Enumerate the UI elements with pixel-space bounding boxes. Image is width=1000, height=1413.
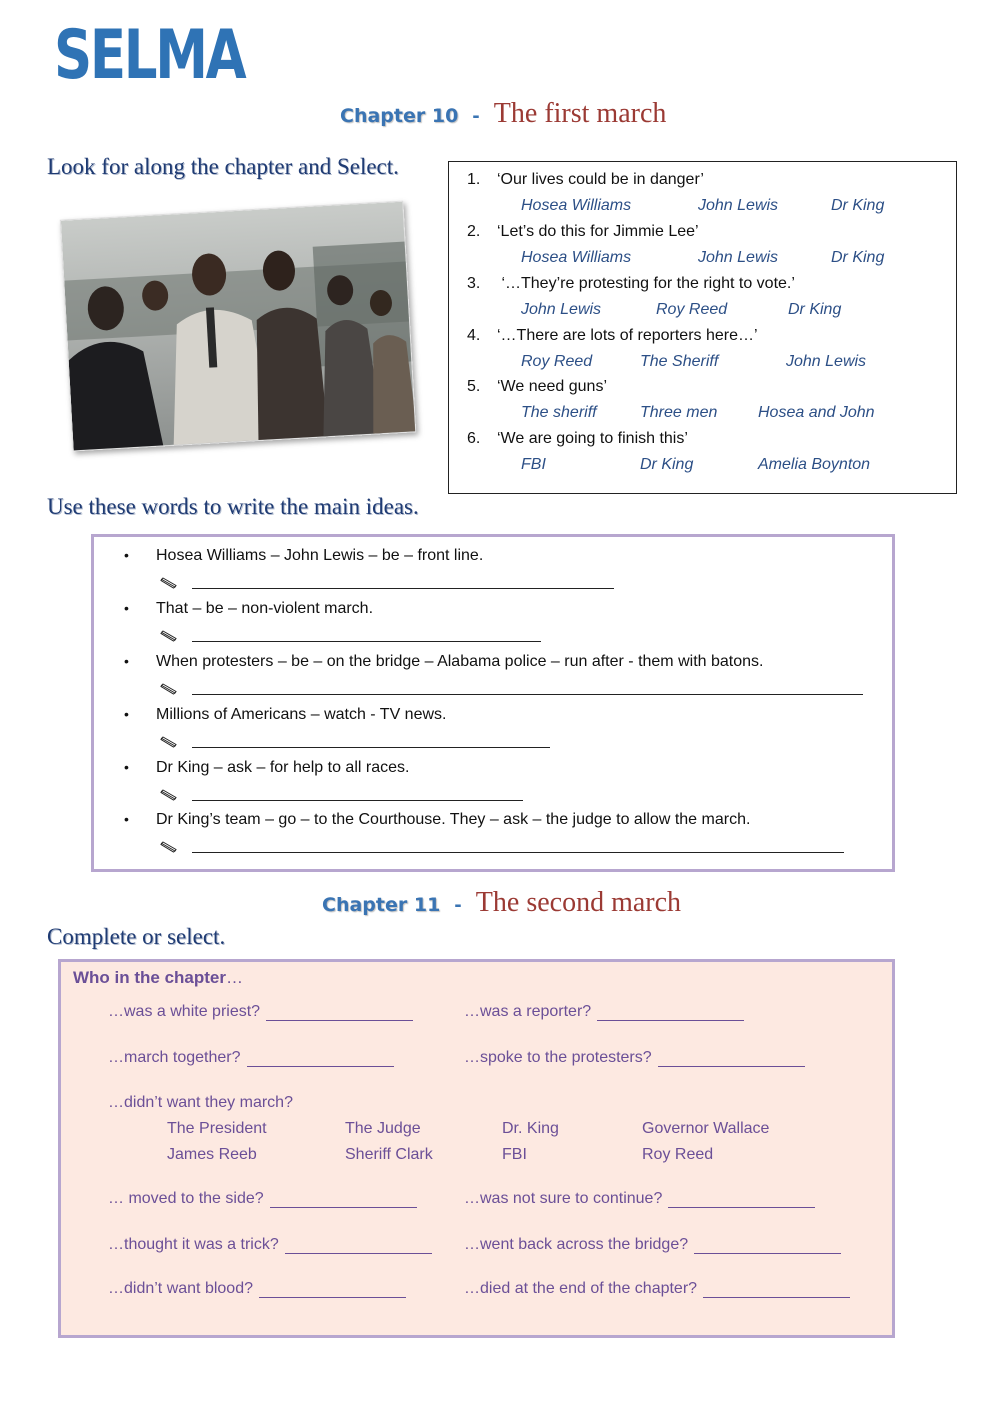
answer-blank[interactable]	[270, 1194, 417, 1208]
quiz-option[interactable]: Three men	[640, 404, 718, 421]
film-still-photo	[60, 201, 416, 452]
chapter-11-label: Chapter 11	[322, 894, 441, 916]
quiz-option[interactable]: John Lewis	[698, 249, 779, 266]
idea-item: • Dr King’s team – go – to the Courthouse. They – ask – the judge to allow the march.	[124, 811, 751, 828]
pencil-icon	[160, 577, 178, 589]
answer-line[interactable]	[160, 839, 844, 853]
quote-select-box	[448, 161, 957, 494]
who-question-march-together: …march together?	[108, 1049, 394, 1067]
chapter-11-title: The second march	[475, 887, 682, 918]
pencil-icon	[160, 630, 178, 642]
quiz-option[interactable]: Dr King	[831, 197, 885, 214]
quiz-option[interactable]: Hosea Williams	[521, 249, 632, 266]
quiz-option[interactable]: Dr King	[831, 249, 885, 266]
chapter-10-heading	[340, 98, 666, 130]
quiz-question: 5. ‘We need guns’	[467, 378, 607, 395]
quiz-option[interactable]: Roy Reed	[656, 301, 728, 318]
pencil-icon	[160, 736, 178, 748]
quiz-question: 6. ‘We are going to finish this’	[467, 430, 688, 447]
quiz-option[interactable]: John Lewis	[698, 197, 779, 214]
who-question-white-priest: …was a white priest?	[108, 1003, 413, 1021]
quiz-question: 1. ‘Our lives could be in danger’	[467, 171, 704, 188]
who-in-chapter-box	[58, 959, 895, 1338]
idea-item: • Hosea Williams – John Lewis – be – front line.	[124, 547, 484, 564]
quiz-option[interactable]: John Lewis	[786, 353, 867, 370]
name-option[interactable]: Sheriff Clark	[345, 1146, 433, 1163]
name-option[interactable]: Roy Reed	[642, 1146, 714, 1163]
answer-blank[interactable]	[658, 1053, 805, 1067]
answer-blank[interactable]	[694, 1240, 841, 1254]
who-question-blood: …didn’t want blood?	[108, 1280, 406, 1298]
main-ideas-section-title: Use these words to write the main ideas.	[47, 494, 419, 519]
name-option[interactable]: James Reeb	[167, 1146, 257, 1163]
answer-blank[interactable]	[703, 1284, 850, 1298]
who-question-not-sure: …was not sure to continue?	[464, 1190, 815, 1208]
quiz-option[interactable]: The Sheriff	[640, 353, 719, 370]
chapter-10-label: Chapter 10	[340, 105, 459, 127]
who-question-reporter: …was a reporter?	[464, 1003, 744, 1021]
answer-blank[interactable]	[285, 1240, 432, 1254]
quiz-option[interactable]: Dr King	[640, 456, 694, 473]
chapter-10-dash: -	[472, 106, 480, 127]
quiz-question: 2. ‘Let’s do this for Jimmie Lee’	[467, 223, 699, 240]
select-section-title: Look for along the chapter and Select.	[47, 154, 399, 179]
answer-blank[interactable]	[266, 1007, 413, 1021]
answer-line[interactable]	[160, 681, 863, 695]
idea-item: • Millions of Americans – watch - TV news.	[124, 706, 447, 723]
pencil-icon	[160, 789, 178, 801]
chapter-11-heading	[322, 887, 681, 919]
complete-section-title: Complete or select.	[47, 924, 226, 949]
selma-logo: SELMA	[54, 16, 245, 95]
answer-line[interactable]	[160, 628, 541, 642]
main-ideas-box	[91, 534, 895, 872]
answer-line[interactable]	[160, 787, 523, 801]
quiz-question: 3. ‘…They’re protesting for the right to vote.’	[467, 275, 795, 292]
pencil-icon	[160, 683, 178, 695]
quiz-option[interactable]: Hosea and John	[758, 404, 875, 421]
quiz-option[interactable]: Roy Reed	[521, 353, 593, 370]
who-question-trick: …thought it was a trick?	[108, 1236, 432, 1254]
who-question-spoke: …spoke to the protesters?	[464, 1049, 805, 1067]
chapter-11-dash: -	[454, 895, 462, 916]
quiz-question: 4. ‘…There are lots of reporters here…’	[467, 327, 758, 344]
who-question-died: …died at the end of the chapter?	[464, 1280, 850, 1298]
quiz-option[interactable]: John Lewis	[521, 301, 602, 318]
quiz-option[interactable]: Hosea Williams	[521, 197, 632, 214]
idea-item: • Dr King – ask – for help to all races.	[124, 759, 410, 776]
name-option[interactable]: FBI	[502, 1146, 527, 1163]
answer-blank[interactable]	[247, 1053, 394, 1067]
name-option[interactable]: The President	[167, 1120, 267, 1137]
who-heading: Who in the chapter…	[73, 968, 243, 987]
who-question-went-back: …went back across the bridge?	[464, 1236, 841, 1254]
who-question-didnt-want: …didn’t want they march?	[108, 1094, 293, 1111]
answer-blank[interactable]	[259, 1284, 406, 1298]
answer-line[interactable]	[160, 734, 550, 748]
answer-blank[interactable]	[597, 1007, 744, 1021]
photo-icon	[61, 202, 416, 452]
answer-blank[interactable]	[668, 1194, 815, 1208]
name-option[interactable]: Governor Wallace	[642, 1120, 770, 1137]
idea-item: • When protesters – be – on the bridge – Alabama police – run after - them with batons.	[124, 653, 764, 670]
quiz-option[interactable]: Dr King	[788, 301, 842, 318]
name-option[interactable]: The Judge	[345, 1120, 421, 1137]
quiz-option[interactable]: Amelia Boynton	[758, 456, 871, 473]
answer-line[interactable]	[160, 575, 614, 589]
who-question-moved: … moved to the side?	[108, 1190, 417, 1208]
idea-item: • That – be – non-violent march.	[124, 600, 374, 617]
quiz-option[interactable]: The sheriff	[521, 404, 597, 421]
name-option[interactable]: Dr. King	[502, 1120, 559, 1137]
chapter-10-title: The first march	[493, 98, 667, 129]
quiz-option[interactable]: FBI	[521, 456, 546, 473]
pencil-icon	[160, 841, 178, 853]
